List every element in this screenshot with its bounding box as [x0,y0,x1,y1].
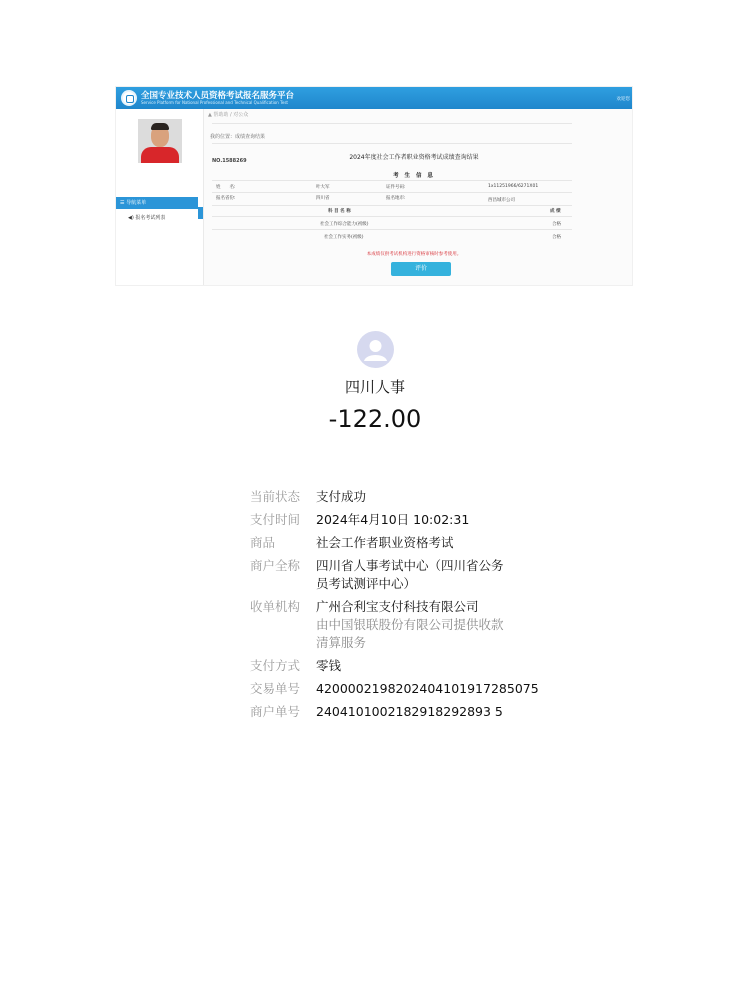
detail-row-time [250,511,520,529]
detail-row-transaction-no [250,680,539,698]
detail-label: 支付时间 [250,512,301,527]
payee-name: 四川人事 [344,378,405,396]
detail-label: 交易单号 [250,681,301,696]
sidebar-menu-head [116,197,198,209]
detail-value [316,598,506,652]
detail-label: 当前状态 [250,489,301,504]
divider [212,180,572,181]
detail-value: 支付成功 [316,489,367,504]
detail-row-status [250,488,520,506]
score-subject: 社会工作实务(初级) [324,235,364,240]
detail-label: 商户全称 [250,558,301,573]
transaction-details [250,488,539,726]
detail-value: 2024年4月10日 10:02:31 [316,512,470,527]
score-result: 合格 [552,235,561,240]
detail-row-merchant-no [250,703,520,721]
divider [212,143,572,144]
platform-header [116,87,633,109]
detail-row-method [250,657,520,675]
serial-number: NO.1588269 [212,158,247,164]
city-label: 报名地市: [386,196,406,201]
acquirer-name: 广州合利宝支付科技有限公司 [316,599,479,614]
sidebar [116,109,204,286]
acquirer-note: 由中国银联股份有限公司提供收款清算服务 [316,617,504,650]
score-header-result: 成 绩 [550,209,561,214]
breadcrumb: 我的位置：成绩查询结果 [210,134,266,140]
detail-label: 支付方式 [250,658,301,673]
detail-label: 商户单号 [250,704,301,719]
name-value: 叶大军 [316,185,330,190]
name-label: 姓 名: [216,185,236,190]
divider [212,192,572,193]
detail-label: 收单机构 [250,599,301,614]
exam-result-screenshot [115,86,633,286]
user-avatar-icon [357,331,394,368]
report-title: 2024年度社会工作者职业资格考试成绩查询结果 [349,154,479,161]
detail-row-product [250,534,520,552]
divider [212,216,572,217]
header-welcome: 欢迎您 [616,97,630,102]
score-subject: 社会工作综合能力(初级) [320,222,369,227]
detail-value: 零钱 [316,658,342,673]
divider [212,229,572,230]
province-label: 报名省份: [216,196,236,201]
sidebar-menu-head-label: ☰ 导航菜单 [120,200,147,206]
detail-value: 社会工作者职业资格考试 [316,535,454,550]
notice-text: 本成绩仅供考试机构进行资格审核时参考使用。 [366,252,462,257]
id-label: 证件号码: [386,185,406,190]
score-header-subject: 科 目 名 称 [328,209,351,214]
detail-value: 四川省人事考试中心（四川省公务员考试测评中心） [316,558,504,591]
province-value: 四川省 [316,196,330,201]
platform-subtitle: Service Platform for National Professional and Technical Qualification Test [141,100,288,105]
platform-logo-icon [121,90,137,106]
sidebar-collapse-handle[interactable] [198,207,203,219]
detail-value: 2404101002182918292893 5 [316,704,503,719]
divider [212,123,572,124]
divider [212,205,572,206]
detail-row-merchant [250,557,520,593]
payment-amount: -122.00 [328,405,422,433]
detail-value: 4200002198202404101917285075 [316,681,539,696]
city-value: 西昌城市公司 [488,198,515,203]
detail-label: 商品 [250,535,276,550]
candidate-photo [138,119,182,163]
score-result: 合格 [552,222,561,227]
id-value: 1x11251966/6271X01 [488,184,539,189]
platform-title: 全国专业技术人员资格考试报名服务平台 [141,91,295,101]
detail-row-acquirer [250,598,520,652]
sidebar-item-exam-list[interactable]: ◀) 报名考试列表 [128,215,166,221]
top-nav[interactable]: ▲ 帮助助 / 对公众 [208,112,249,118]
candidate-info-title: 考 生 信 息 [393,173,435,179]
evaluate-button[interactable]: 评价 [391,262,451,276]
